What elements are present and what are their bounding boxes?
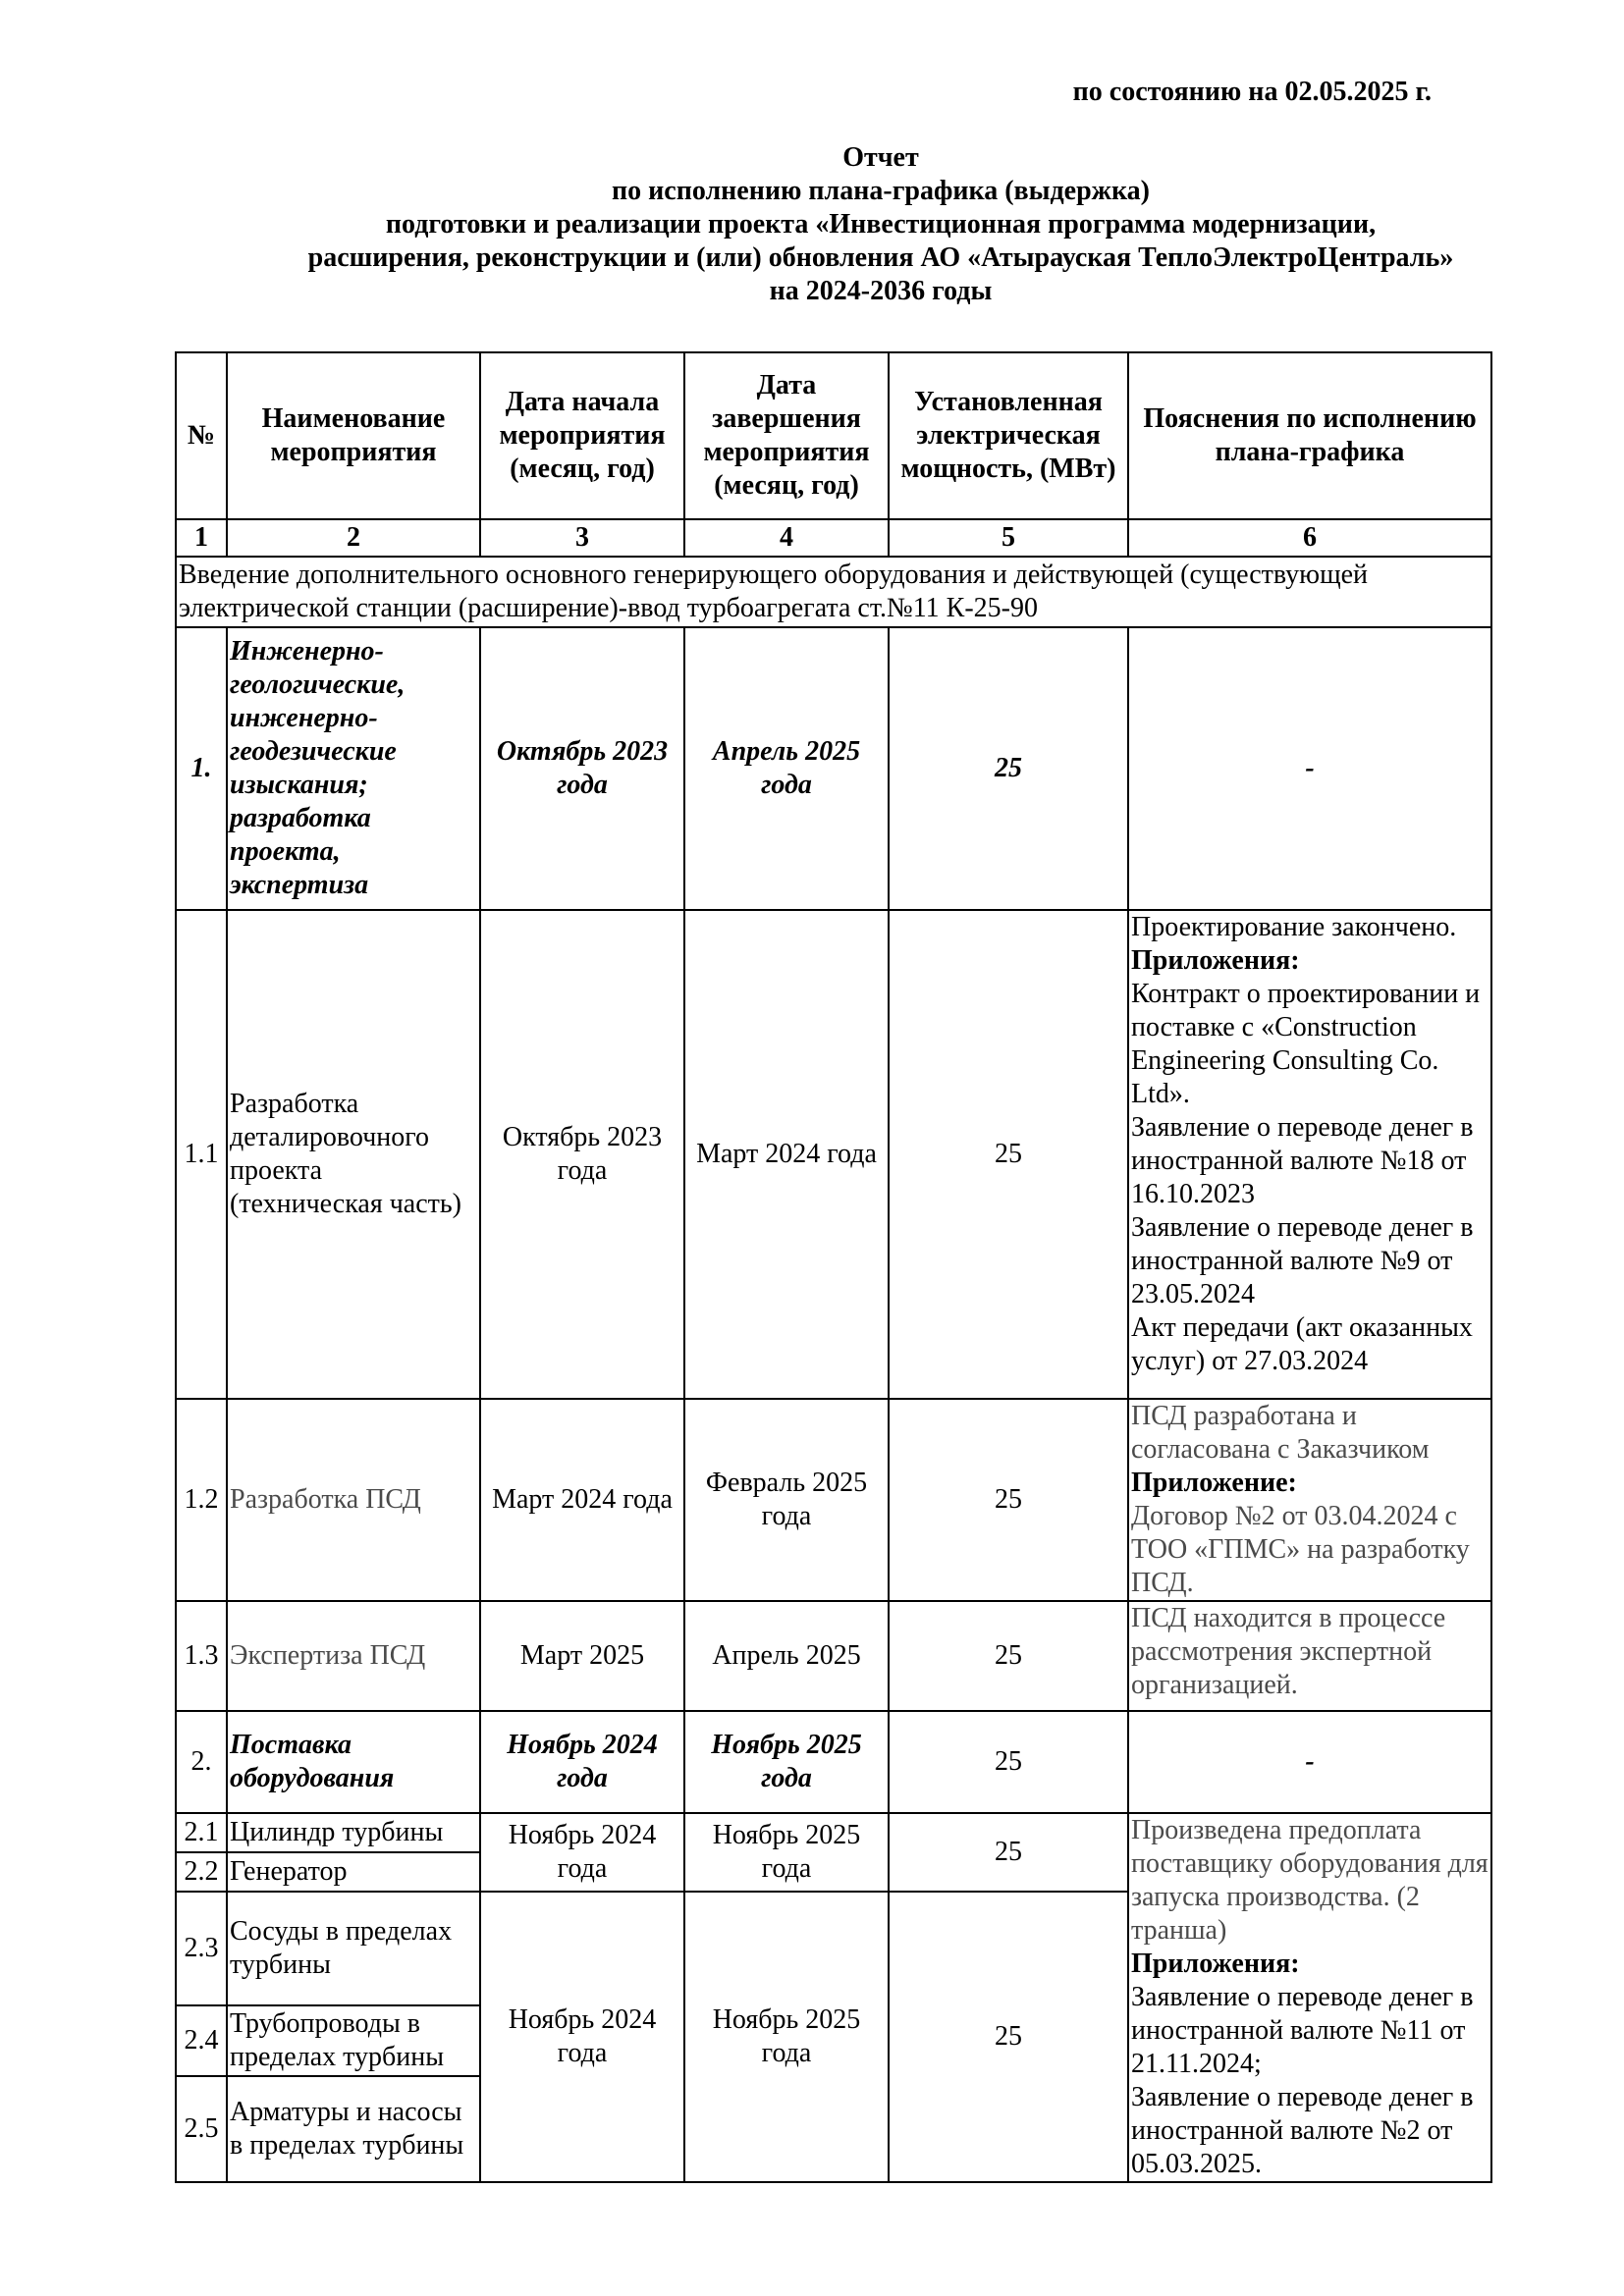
row-start: Март 2024 года (480, 1399, 684, 1601)
row-name: Трубопроводы в пределах турбины (227, 2005, 480, 2076)
row-start: Ноябрь 2024 года (480, 1892, 684, 2182)
title-line: подготовки и реализации проекта «Инвестиционная программа модернизации, (385, 209, 1377, 240)
header-name: Наименование мероприятия (227, 352, 480, 519)
row-name: Разработка ПСД (227, 1399, 480, 1601)
note-line: ПСД разработана и согласована с Заказчиком (1131, 1401, 1430, 1465)
column-number: 2 (227, 519, 480, 557)
row-name: Экспертиза ПСД (227, 1601, 480, 1711)
title-line: Отчет (842, 142, 919, 173)
row-end: Ноябрь 2025 года (684, 1711, 889, 1813)
row-start: Ноябрь 2024 года (480, 1711, 684, 1813)
note-heading: Приложения: (1131, 945, 1300, 976)
note-line: Заявление о переводе денег в иностранной валюте №18 от 16.10.2023 (1131, 1112, 1474, 1209)
note-line: Контракт о проектировании и поставке с «Construction Engineering Consulting Co. Ltd». (1131, 979, 1481, 1109)
row-start: Октябрь 2023 года (480, 910, 684, 1399)
header-end: Дата завершения мероприятия (месяц, год) (684, 352, 889, 519)
row-num: 2.3 (176, 1892, 227, 2005)
note-line: Заявление о переводе денег в иностранной валюте №2 от 05.03.2025. (1131, 2082, 1474, 2179)
header-start: Дата начала мероприятия (месяц, год) (480, 352, 684, 519)
schedule-table (175, 351, 1492, 2183)
header-power: Установленная электрическая мощность, (МВт) (889, 352, 1128, 519)
row-power: 25 (889, 1813, 1128, 1892)
column-number: 1 (176, 519, 227, 557)
section-row (176, 557, 1491, 627)
row-power: 25 (889, 910, 1128, 1399)
row-notes (1128, 910, 1491, 1399)
row-num: 1.3 (176, 1601, 227, 1711)
title-line: расширения, реконструкции и (или) обновления АО «Атырауская ТеплоЭлектроЦентраль» (307, 242, 1454, 273)
header-row (176, 352, 1491, 519)
column-number: 5 (889, 519, 1128, 557)
note-line: Произведена предоплата поставщику оборудования для запуска производства. (2 транша) (1131, 1815, 1489, 1946)
row-num: 1.2 (176, 1399, 227, 1601)
note-line: Договор №2 от 03.04.2024 с ТОО «ГПМС» на разработку ПСД. (1131, 1501, 1470, 1598)
column-number: 3 (480, 519, 684, 557)
row-power: 25 (889, 1892, 1128, 2182)
row-end: Апрель 2025 года (684, 627, 889, 910)
row-start: Ноябрь 2024 года (480, 1813, 684, 1892)
column-number-row (176, 519, 1491, 557)
row-notes (1128, 1813, 1491, 2182)
row-notes (1128, 1399, 1491, 1601)
table-row (176, 910, 1491, 1399)
report-title (118, 141, 1624, 308)
row-num: 2.1 (176, 1813, 227, 1852)
row-name: Арматуры и насосы в пределах турбины (227, 2076, 480, 2182)
column-number: 6 (1128, 519, 1491, 557)
note-heading: Приложение: (1131, 1468, 1297, 1498)
section-title: Введение дополнительного основного генерирующего оборудования и действующей (существующей электрической станции (расширение)-ввод турбоагрегата ст.№11 К-25-90 (176, 557, 1491, 627)
row-end: Ноябрь 2025 года (684, 1892, 889, 2182)
row-power: 25 (889, 627, 1128, 910)
header-num: № (176, 352, 227, 519)
table-row (176, 1813, 1491, 1852)
title-line: по исполнению плана-графика (выдержка) (612, 176, 1150, 206)
row-power: 25 (889, 1711, 1128, 1813)
row-num: 2.4 (176, 2005, 227, 2076)
note-line: Проектирование закончено. (1131, 912, 1457, 942)
row-num: 2. (176, 1711, 227, 1813)
note-line: Заявление о переводе денег в иностранной валюте №11 от 21.11.2024; (1131, 1982, 1474, 2079)
note-line: Заявление о переводе денег в иностранной валюте №9 от 23.05.2024 (1131, 1212, 1474, 1309)
table-row (176, 1711, 1491, 1813)
note-heading: Приложения: (1131, 1949, 1300, 1979)
row-notes: - (1128, 627, 1491, 910)
status-date: по состоянию на 02.05.2025 г. (1072, 77, 1432, 107)
row-num: 2.2 (176, 1852, 227, 1892)
column-number: 4 (684, 519, 889, 557)
row-end: Ноябрь 2025 года (684, 1813, 889, 1892)
table-row (176, 1399, 1491, 1601)
row-end: Февраль 2025 года (684, 1399, 889, 1601)
table-row (176, 627, 1491, 910)
row-end: Апрель 2025 (684, 1601, 889, 1711)
row-end: Март 2024 года (684, 910, 889, 1399)
row-notes: - (1128, 1711, 1491, 1813)
row-notes: ПСД находится в процессе рассмотрения экспертной организацией. (1128, 1601, 1491, 1711)
row-num: 1. (176, 627, 227, 910)
row-name: Сосуды в пределах турбины (227, 1892, 480, 2005)
row-name: Генератор (227, 1852, 480, 1892)
header-notes: Пояснения по исполнению плана-графика (1128, 352, 1491, 519)
row-name: Поставка оборудования (227, 1711, 480, 1813)
row-start: Октябрь 2023 года (480, 627, 684, 910)
row-num: 1.1 (176, 910, 227, 1399)
row-name: Разработка деталировочного проекта (техническая часть) (227, 910, 480, 1399)
table-row (176, 1601, 1491, 1711)
row-num: 2.5 (176, 2076, 227, 2182)
row-name: Цилиндр турбины (227, 1813, 480, 1852)
row-name: Инженерно-геологические, инженерно-геодезические изыскания; разработка проекта, экспертиза (227, 627, 480, 910)
row-power: 25 (889, 1399, 1128, 1601)
note-line: Акт передачи (акт оказанных услуг) от 27.03.2024 (1131, 1312, 1473, 1376)
title-line: на 2024-2036 годы (769, 276, 993, 306)
row-power: 25 (889, 1601, 1128, 1711)
row-start: Март 2025 (480, 1601, 684, 1711)
